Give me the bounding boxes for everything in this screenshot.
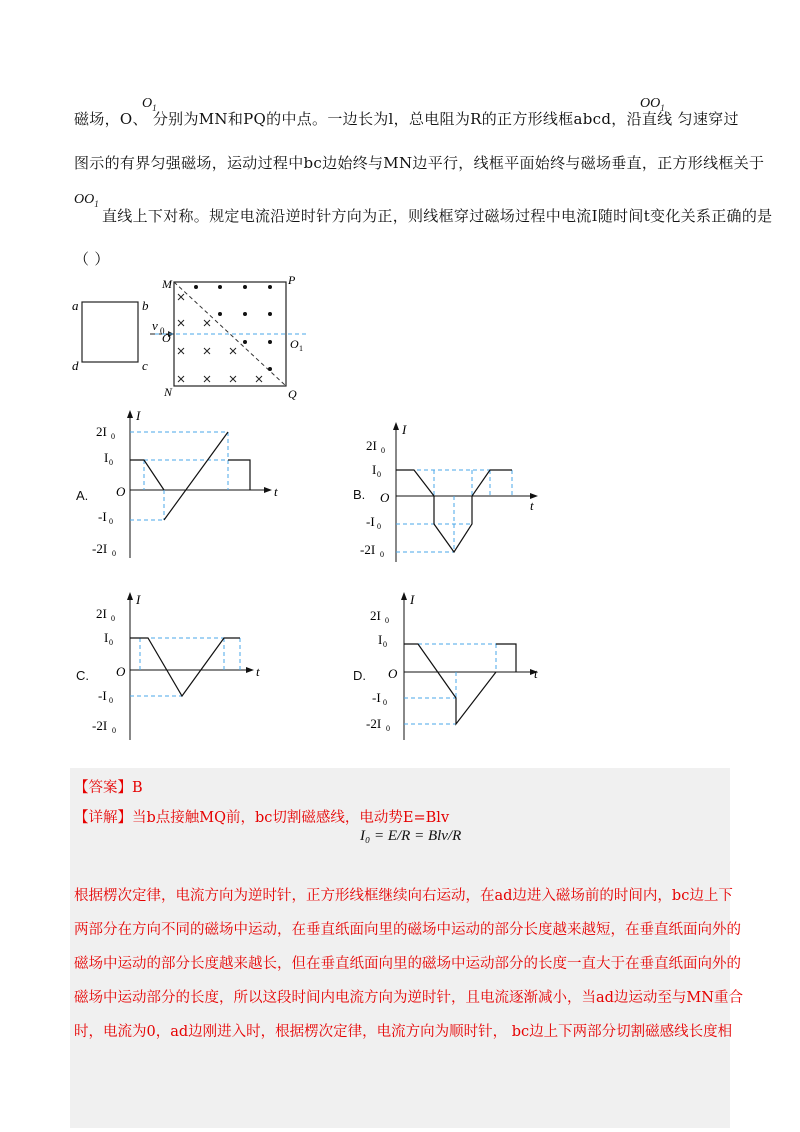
svg-text:O: O — [388, 666, 398, 681]
svg-text:-I: -I — [98, 688, 107, 703]
svg-text:I: I — [104, 630, 109, 645]
option-c-letter[interactable]: C. — [76, 668, 89, 683]
svg-text:0: 0 — [112, 549, 116, 558]
oo1-symbol: $OO_1$ — [640, 96, 665, 113]
o1-symbol: $O_1$ — [142, 96, 157, 113]
svg-text:0: 0 — [383, 640, 387, 649]
svg-text:0: 0 — [381, 446, 385, 455]
detail-line-3: 两部分在方向不同的磁场中运动，在垂直纸面向里的磁场中运动的部分长度越来越短，在垂直纸面向外的 — [74, 922, 741, 938]
svg-text:I: I — [402, 422, 407, 437]
svg-text:0: 0 — [111, 432, 115, 441]
svg-text:O: O — [380, 490, 390, 505]
svg-text:t: t — [530, 498, 534, 513]
label-a: a — [72, 298, 79, 313]
svg-text:-I: -I — [372, 690, 381, 705]
svg-text:t: t — [256, 664, 260, 679]
svg-text:0: 0 — [385, 616, 389, 625]
svg-text:O: O — [116, 484, 126, 499]
label-Q: Q — [288, 387, 297, 401]
svg-text:-2I: -2I — [92, 541, 108, 556]
svg-text:I: I — [104, 450, 109, 465]
option-d-letter[interactable]: D. — [353, 668, 366, 683]
svg-text:t: t — [274, 484, 278, 499]
field-into-page — [178, 294, 262, 382]
svg-text:0: 0 — [160, 326, 165, 336]
option-a-letter[interactable]: A. — [76, 488, 89, 503]
question-line-3: 直线上下对称。规定电流沿逆时针方向为正，则线框穿过磁场过程中电流I随时间t变化关系正确的是 — [102, 207, 773, 225]
svg-text:1: 1 — [299, 344, 303, 353]
svg-text:-2I: -2I — [92, 718, 108, 733]
graph-c — [88, 590, 288, 750]
svg-text:-2I: -2I — [360, 542, 376, 557]
graph-d — [366, 590, 566, 750]
label-M: M — [162, 277, 172, 291]
field-figure — [60, 270, 350, 405]
question-line-2: 图示的有界匀强磁场，运动过程中bc边始终与MN边平行，线框平面始终与磁场垂直，正方形线框关于 — [74, 154, 765, 172]
svg-text:0: 0 — [109, 517, 113, 526]
svg-text:0: 0 — [377, 522, 381, 531]
svg-text:2I: 2I — [366, 438, 377, 453]
velocity-label: v — [152, 318, 158, 333]
svg-text:0: 0 — [386, 724, 390, 733]
detail-line-1: 【详解】当b点接触MQ前，bc切割磁感线，电动势E=Blv — [74, 810, 450, 826]
svg-text:0: 0 — [109, 696, 113, 705]
svg-text:-I: -I — [98, 509, 107, 524]
answer-label: 【答案】B — [74, 780, 143, 796]
svg-text:I: I — [410, 592, 415, 607]
svg-text:0: 0 — [109, 638, 113, 647]
label-N: N — [164, 385, 173, 399]
detail-line-5: 磁场中运动部分的长度，所以这段时间内电流方向为逆时针，且电流逐渐减小，当ad边运动至与MN重合 — [74, 990, 743, 1006]
svg-text:0: 0 — [111, 614, 115, 623]
svg-text:I: I — [136, 408, 141, 423]
label-O: O — [162, 331, 171, 345]
label-O1: O — [290, 337, 299, 351]
svg-text:I: I — [378, 632, 383, 647]
field-out-of-page — [194, 285, 272, 371]
detail-line-2: 根据楞次定律，电流方向为逆时针，正方形线框继续向右运动，在ad边进入磁场前的时间内，bc边上下 — [74, 888, 733, 904]
svg-text:0: 0 — [377, 470, 381, 479]
svg-text:2I: 2I — [370, 608, 381, 623]
label-d: d — [72, 358, 79, 373]
svg-text:-2I: -2I — [366, 716, 382, 731]
svg-text:-I: -I — [366, 514, 375, 529]
question-line-1: 磁场，O、 分别为MN和PQ的中点。一边长为l，总电阻为R的正方形线框abcd，沿直线 匀速穿过 — [74, 110, 739, 128]
svg-text:0: 0 — [380, 550, 384, 559]
svg-text:0: 0 — [112, 726, 116, 735]
graph-a — [88, 408, 288, 568]
graph-b — [360, 420, 566, 570]
label-P: P — [288, 273, 296, 287]
formula: I₀ = E/R = Blv/R — [360, 828, 462, 844]
label-b: b — [142, 298, 149, 313]
detail-line-4: 磁场中运动的部分长度越来越长，但在垂直纸面向里的磁场中运动部分的长度一直大于在垂直纸面向外的 — [74, 956, 741, 972]
svg-text:O: O — [116, 664, 126, 679]
answer-paren: （ ） — [74, 250, 110, 268]
svg-text:t: t — [534, 666, 538, 681]
svg-text:2I: 2I — [96, 606, 107, 621]
svg-text:I: I — [136, 592, 141, 607]
svg-text:0: 0 — [109, 458, 113, 467]
svg-text:0: 0 — [383, 698, 387, 707]
svg-text:I: I — [372, 462, 377, 477]
svg-text:2I: 2I — [96, 424, 107, 439]
label-c: c — [142, 358, 148, 373]
detail-line-6: 时，电流为0，ad边刚进入时，根据楞次定律，电流方向为顺时针， bc边上下两部分切割磁感线长度相 — [74, 1024, 733, 1040]
option-b-letter[interactable]: B. — [353, 487, 366, 502]
oo1-symbol-2: $OO_1$ — [74, 192, 99, 209]
